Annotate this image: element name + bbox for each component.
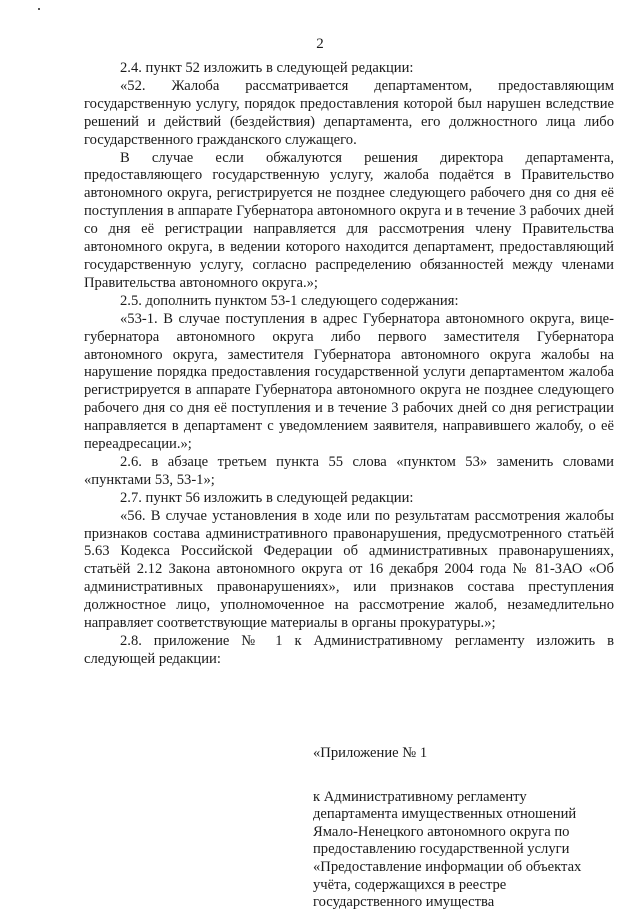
paragraph-2-4: 2.4. пункт 52 изложить в следующей редакции: <box>120 60 414 76</box>
appendix-line: учёта, содержащихся в реестре <box>313 876 507 893</box>
paragraph-56: «56. В случае установления в ходе или по результатам рассмотрения жалобы признаков состава административного правонарушения, предусмотренного статьёй 5.63 Кодекса Российской Федерации об административных правонарушениях, статьёй 2.12 Закона автономного округа от 16 декабря 2004 года № 81-ЗАО «Об административных правонарушениях», или признаков состава преступления должностное лицо, уполномоченное на рассмотрение жалоб, незамедлительно направляет соответствующие материалы в органы прокуратуры.»; <box>84 507 614 632</box>
paragraph-2-6: 2.6. в абзаце третьем пункта 55 слова «пунктом 53» заменить словами «пунктами 53, 53-1»; <box>84 453 614 488</box>
appendix-line: департамента имущественных отношений <box>313 806 577 823</box>
appendix-heading <box>313 745 603 912</box>
paragraph-2-5: 2.5. дополнить пунктом 53-1 следующего содержания: <box>120 292 459 309</box>
appendix-line: государственного имущества <box>313 894 495 911</box>
appendix-line: «Предоставление информации об объектах <box>313 858 582 875</box>
appendix-line: предоставлению государственной услуги <box>313 841 570 858</box>
paragraph-2-7: 2.7. пункт 56 изложить в следующей редакции: <box>120 489 414 506</box>
appendix-line: к Административному регламенту <box>313 788 527 805</box>
paragraph-2-8: 2.8. приложение № 1 к Административному регламенту изложить в следующей редакции: <box>84 633 614 667</box>
page-number: 2 <box>316 36 324 52</box>
scan-speck <box>38 8 40 10</box>
paragraph-53-1: «53-1. В случае поступления в адрес Губернатора автономного округа, вице-губернатора автономного округа либо первого заместителя Губернатора автономного округа, заместителя Губернатора автономного округа жалобы на нарушение порядка предоставления государственной услуги департаментом жалоба регистрируется в аппарате Губернатора автономного округа не позднее следующего рабочего дня со дня её поступления и в течение 3 рабочих дней со дня регистрации направляется в департамент с уведомлением заявителя, направившего жалобу, о её переадресации.»; <box>84 310 614 453</box>
appendix-line: Ямало-Ненецкого автономного округа по <box>313 823 570 840</box>
paragraph-52-part2: В случае если обжалуются решения директора департамента, предоставляющего государственную услугу, жалоба подаётся в Правительство автономного округа, регистрируется не позднее следующего рабочего дня со дня её поступления в аппарате Губернатора автономного округа и в течение 3 рабочих дней со дня её регистрации направляется для рассмотрения члену Правительства автономного округа, в ведении которого находится департамент, предоставляющий государственную услугу, согласно распределению обязанностей между членами Правительства автономного округа.»; <box>84 149 614 291</box>
appendix-title: «Приложение № 1 <box>313 745 428 761</box>
paragraph-52: «52. Жалоба рассматривается департаментом, предоставляющим государственную услугу, порядок предоставления которой был нарушен вследствие решений и действий (бездействия) департамента, его должностного лица либо государственного гражданского служащего. <box>84 77 614 148</box>
document-body <box>84 60 614 669</box>
